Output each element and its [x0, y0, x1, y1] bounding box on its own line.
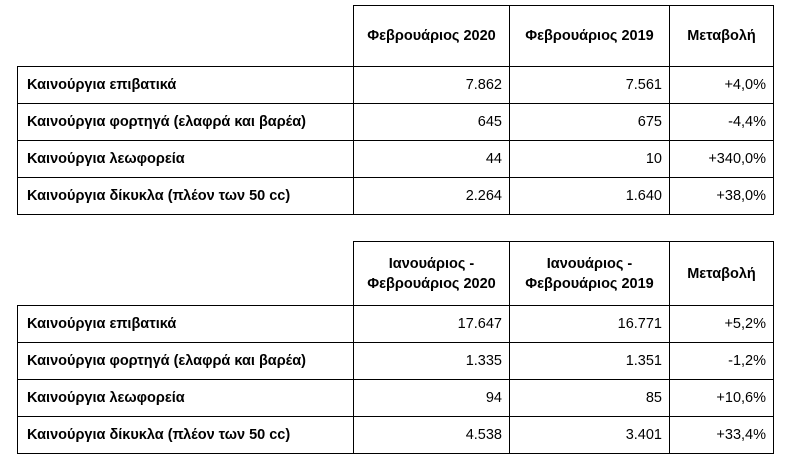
header-line-1: Ιανουάριος - — [546, 255, 633, 272]
change-value: -4,4% — [670, 104, 774, 141]
value-2020: 1.335 — [354, 343, 510, 380]
row-label: Καινούργια επιβατικά — [18, 306, 354, 343]
change-value: +340,0% — [670, 141, 774, 178]
change-value: +38,0% — [670, 178, 774, 215]
value-2020: 44 — [354, 141, 510, 178]
row-label: Καινούργια λεωφορεία — [18, 380, 354, 417]
table-row — [18, 67, 774, 104]
row-label: Καινούργια φορτηγά (ελαφρά και βαρέα) — [18, 343, 354, 380]
header-line-2: Φεβρουάριος 2019 — [525, 275, 654, 292]
value-2019: 16.771 — [510, 306, 670, 343]
header-corner-cell — [18, 6, 354, 67]
change-value: +10,6% — [670, 380, 774, 417]
change-value: +5,2% — [670, 306, 774, 343]
february-registrations-table — [17, 5, 774, 215]
table-row — [18, 141, 774, 178]
value-2020: 17.647 — [354, 306, 510, 343]
header-feb-2019: Φεβρουάριος 2019 — [510, 6, 670, 67]
value-2020: 645 — [354, 104, 510, 141]
value-2019: 675 — [510, 104, 670, 141]
value-2019: 1.640 — [510, 178, 670, 215]
value-2020: 94 — [354, 380, 510, 417]
header-jan-feb-2019 — [510, 242, 670, 306]
value-2019: 7.561 — [510, 67, 670, 104]
value-2020: 2.264 — [354, 178, 510, 215]
row-label: Καινούργια λεωφορεία — [18, 141, 354, 178]
header-change: Μεταβολή — [670, 242, 774, 306]
table-row — [18, 178, 774, 215]
header-corner-cell — [18, 242, 354, 306]
change-value: +33,4% — [670, 417, 774, 454]
header-line-2: Φεβρουάριος 2020 — [367, 275, 496, 292]
value-2019: 1.351 — [510, 343, 670, 380]
row-label: Καινούργια επιβατικά — [18, 67, 354, 104]
header-feb-2020: Φεβρουάριος 2020 — [354, 6, 510, 67]
table-row — [18, 306, 774, 343]
value-2019: 10 — [510, 141, 670, 178]
value-2020: 7.862 — [354, 67, 510, 104]
value-2019: 85 — [510, 380, 670, 417]
row-label: Καινούργια φορτηγά (ελαφρά και βαρέα) — [18, 104, 354, 141]
header-change: Μεταβολή — [670, 6, 774, 67]
change-value: +4,0% — [670, 67, 774, 104]
table-header-row — [18, 242, 774, 306]
value-2020: 4.538 — [354, 417, 510, 454]
table-header-row — [18, 6, 774, 67]
table-row — [18, 104, 774, 141]
table-row — [18, 380, 774, 417]
table-row — [18, 343, 774, 380]
row-label: Καινούργια δίκυκλα (πλέον των 50 cc) — [18, 178, 354, 215]
change-value: -1,2% — [670, 343, 774, 380]
jan-feb-registrations-table — [17, 241, 774, 454]
value-2019: 3.401 — [510, 417, 670, 454]
header-jan-feb-2020 — [354, 242, 510, 306]
table-row — [18, 417, 774, 454]
header-line-1: Ιανουάριος - — [388, 255, 475, 272]
row-label: Καινούργια δίκυκλα (πλέον των 50 cc) — [18, 417, 354, 454]
